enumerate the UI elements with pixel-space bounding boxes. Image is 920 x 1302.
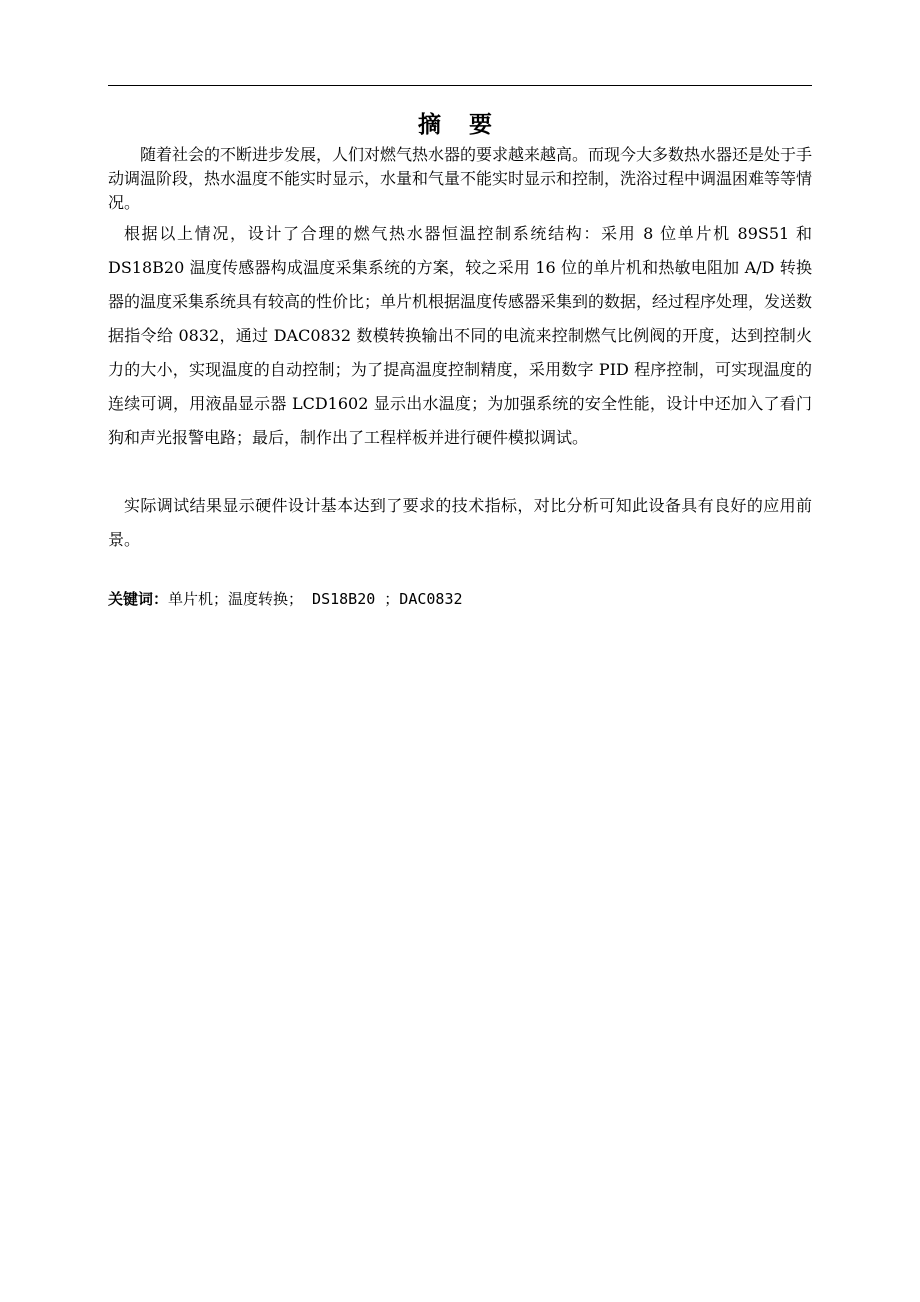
page-title: 摘 要 [417, 111, 502, 138]
keywords-line [108, 585, 812, 613]
keywords-label: 关键词： [108, 590, 169, 608]
abstract-paragraph-3: 实际调试结果显示硬件设计基本达到了要求的技术指标，对比分析可知此设备具有良好的应用前景。 [108, 496, 812, 549]
keywords-text: 单片机；温度转换； DS18B20 ；DAC0832 [168, 590, 463, 608]
header-rule [108, 85, 812, 86]
abstract-paragraph-2: 根据以上情况，设计了合理的燃气热水器恒温控制系统结构：采用 8 位单片机 89S51 和 DS18B20 温度传感器构成温度采集系统的方案，较之采用 16 位的单片机和热敏电阻加 A/D 转换器的温度采集系统具有较高的性价比；单片机根据温度传感器采集到的数据，经过程序处理，发送数据指令给 0832，通过 DAC0832 数模转换输出不同的电流来控制燃气比例阀的开度，达到控制火力的大小，实现温度的自动控制；为了提高温度控制精度，采用数字 PID 程序控制，可实现温度的连续可调，用液晶显示器 LCD1602 显示出水温度；为加强系统的安全性能，设计中还加入了看门狗和声光报警电路；最后，制作出了工程样板并进行硬件模拟调试。 [108, 224, 813, 447]
abstract-paragraph-1: 随着社会的不断进步发展，人们对燃气热水器的要求越来越高。而现今大多数热水器还是处于手动调温阶段，热水温度不能实时显示，水量和气量不能实时显示和控制，洗浴过程中调温困难等等情况。 [108, 145, 813, 212]
